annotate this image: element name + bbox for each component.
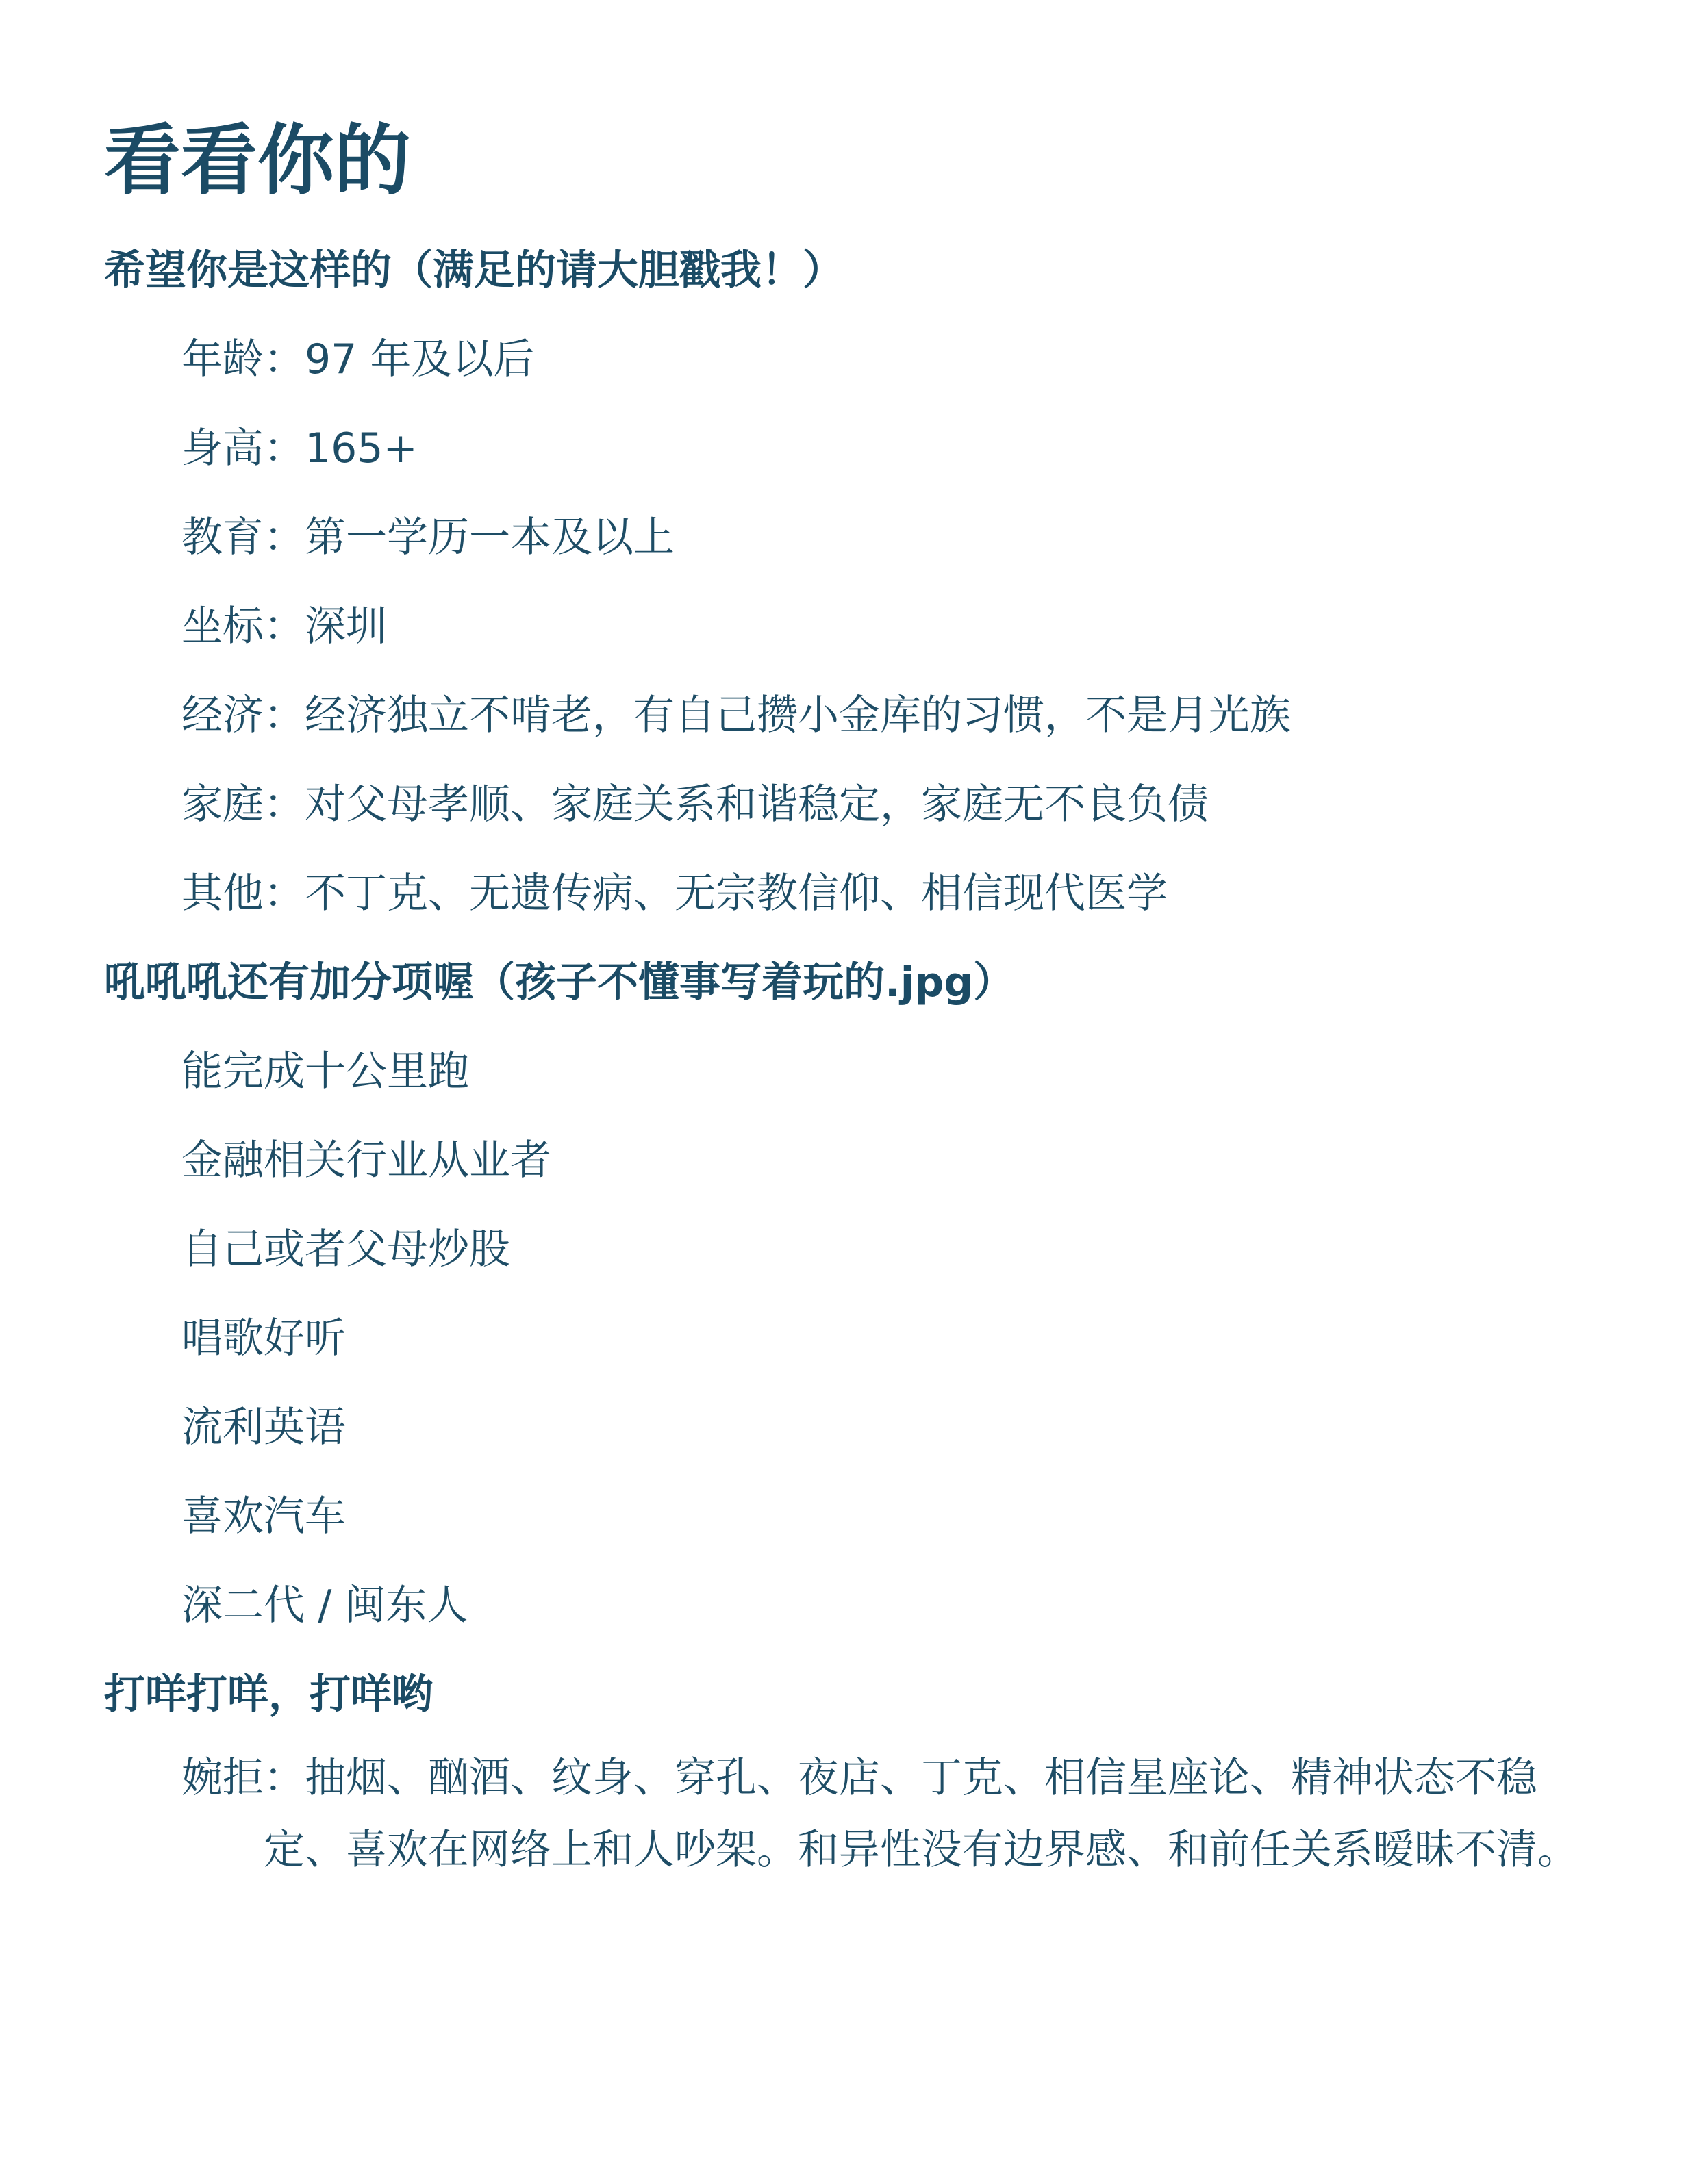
- page-title: 看看你的: [104, 116, 411, 205]
- item-value: 165+: [305, 424, 418, 472]
- item-separator: ：: [264, 691, 305, 739]
- list-item-bonus: 流利英语: [181, 1404, 346, 1451]
- item-label: 身高: [181, 424, 264, 472]
- item-separator: ：: [264, 424, 305, 472]
- item-value: 深圳: [305, 602, 387, 650]
- item-label: 教育: [181, 513, 264, 561]
- list-item-location: [181, 599, 387, 654]
- item-label: 年龄: [181, 335, 264, 383]
- rejections-line-2: 定、喜欢在网络上和人吵架。和异性没有边界感、和前任关系暧昧不清。: [264, 1826, 1578, 1874]
- list-item-bonus: 喜欢汽车: [181, 1493, 346, 1540]
- list-item-bonus: 自己或者父母炒股: [181, 1226, 510, 1273]
- list-item-height: [181, 421, 418, 476]
- list-item-bonus: 深二代 / 闽东人: [181, 1582, 468, 1629]
- section-heading-rejections: 打咩打咩，打咩哟: [104, 1671, 433, 1718]
- item-label: 婉拒: [181, 1754, 264, 1802]
- section-heading-requirements: 希望你是这样的（满足的请大胆戳我！）: [104, 246, 844, 294]
- list-item-other: [181, 866, 1168, 921]
- item-value: 经济独立不啃老，有自己攒小金库的习惯，不是月光族: [305, 691, 1291, 739]
- item-value: 抽烟、酗酒、纹身、穿孔、夜店、丁克、相信星座论、精神状态不稳: [305, 1754, 1537, 1802]
- item-separator: ：: [264, 869, 305, 917]
- item-label: 家庭: [181, 780, 264, 828]
- item-label: 坐标: [181, 602, 264, 650]
- item-separator: ：: [264, 513, 305, 561]
- list-item-rejections: [181, 1742, 1585, 1886]
- item-value: 97 年及以后: [305, 335, 535, 383]
- list-item-bonus: 能完成十公里跑: [181, 1047, 469, 1095]
- item-value: 不丁克、无遗传病、无宗教信仰、相信现代医学: [305, 869, 1168, 917]
- item-separator: ：: [264, 602, 305, 650]
- list-item-family: [181, 777, 1209, 832]
- item-label: 经济: [181, 691, 264, 739]
- item-value: 第一学历一本及以上: [305, 513, 675, 561]
- rejections-line-1: [181, 1742, 1585, 1814]
- list-item-bonus: 唱歌好听: [181, 1315, 346, 1362]
- item-separator: ：: [264, 1754, 305, 1802]
- list-item-education: [181, 510, 675, 565]
- item-label: 其他: [181, 869, 264, 917]
- list-item-economy: [181, 688, 1291, 743]
- section-heading-bonus: 吼吼吼还有加分项喔（孩子不懂事写着玩的.jpg）: [104, 958, 1015, 1006]
- item-separator: ：: [264, 780, 305, 828]
- list-item-bonus: 金融相关行业从业者: [181, 1137, 551, 1184]
- item-separator: ：: [264, 335, 305, 383]
- list-item-age: [181, 332, 534, 387]
- item-value: 对父母孝顺、家庭关系和谐稳定，家庭无不良负债: [305, 780, 1209, 828]
